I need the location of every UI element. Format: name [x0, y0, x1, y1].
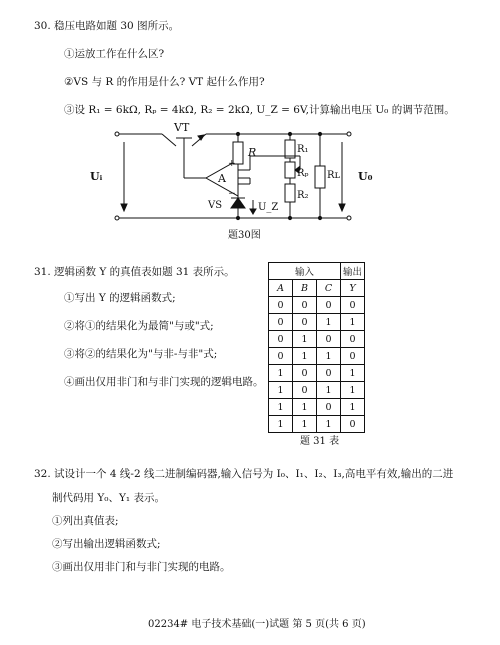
table-cell: 0	[317, 331, 341, 348]
table-cell: 1	[293, 348, 317, 365]
q31-title: 31. 逻辑函数 Y 的真值表如题 31 表所示。	[34, 266, 235, 278]
q30-caption: 题30图	[228, 230, 261, 241]
table-cell: 1	[269, 365, 293, 382]
table-row	[269, 297, 365, 314]
table-row	[269, 416, 365, 433]
q30-circuit-diagram	[0, 118, 500, 238]
truth-table	[268, 262, 365, 433]
r1-label: R₁	[297, 144, 309, 155]
table-cell: 0	[317, 399, 341, 416]
table-cell: 1	[269, 416, 293, 433]
table-cell: 0	[317, 297, 341, 314]
table-cell: 0	[269, 297, 293, 314]
q32-item-2: ②写出输出逻辑函数式;	[52, 538, 161, 550]
q30-item-2: ②VS 与 R 的作用是什么? VT 起什么作用?	[64, 76, 265, 88]
table-cell: 0	[293, 297, 317, 314]
amp-plus: +	[228, 159, 236, 169]
table-row	[269, 314, 365, 331]
table-cell: 0	[293, 314, 317, 331]
table-cell: 0	[341, 416, 365, 433]
r-label: R	[248, 146, 257, 159]
table-cell: 1	[293, 399, 317, 416]
page-footer: 02234# 电子技术基础(一)试题 第 5 页(共 6 页)	[148, 619, 366, 630]
table-row	[269, 365, 365, 382]
table-cell: 0	[317, 365, 341, 382]
table-cell: 0	[341, 331, 365, 348]
table-cell: 0	[269, 348, 293, 365]
table-header-a: A	[269, 280, 293, 297]
table-cell: 0	[293, 365, 317, 382]
table-cell: 1	[317, 348, 341, 365]
table-cell: 1	[341, 382, 365, 399]
q30-item-1: ①运放工作在什么区?	[64, 48, 165, 60]
table-header-c: C	[317, 280, 341, 297]
table-cell: 1	[293, 331, 317, 348]
amp-minus: −	[228, 189, 236, 199]
table-cell: 0	[269, 331, 293, 348]
table-cell: 1	[293, 416, 317, 433]
q32-title-line2: 制代码用 Y₀、Y₁ 表示。	[52, 492, 165, 504]
uo-label: U₀	[358, 170, 373, 183]
table-row	[269, 382, 365, 399]
rp-label: Rₚ	[297, 168, 309, 179]
table-row	[269, 399, 365, 416]
table-cell: 0	[341, 297, 365, 314]
table-cell: 1	[317, 416, 341, 433]
q32-title-line1: 32. 试设计一个 4 线-2 线二进制编码器,输入信号为 I₀、I₁、I₂、I₃,高电平有效,输出的二进	[34, 468, 454, 480]
q31-caption: 题 31 表	[300, 436, 340, 447]
table-cell: 1	[317, 314, 341, 331]
table-cell: 1	[341, 365, 365, 382]
table-header-y: Y	[341, 280, 365, 297]
q30-item-3: ③设 R₁ = 6kΩ, Rₚ = 4kΩ, R₂ = 2kΩ, U_Z = 6V,计算输出电压 U₀ 的调节范围。	[64, 104, 455, 116]
table-row	[269, 331, 365, 348]
vt-label: VT	[174, 121, 190, 134]
table-cell: 1	[317, 382, 341, 399]
uz-label: U_Z	[258, 202, 279, 213]
ui-label: Uᵢ	[90, 170, 103, 183]
table-row	[269, 348, 365, 365]
q30-title: 30. 稳压电路如题 30 图所示。	[34, 20, 180, 32]
table-cell: 1	[269, 399, 293, 416]
q31-item-4: ④画出仅用非门和与非门实现的逻辑电路。	[64, 376, 264, 388]
table-cell: 0	[269, 314, 293, 331]
table-cell: 1	[341, 399, 365, 416]
amp-label: A	[218, 172, 226, 185]
table-cell: 1	[341, 314, 365, 331]
rl-label: Rʟ	[327, 170, 340, 181]
table-cell: 1	[269, 382, 293, 399]
table-cell: 0	[341, 348, 365, 365]
table-group-input: 输入	[269, 263, 341, 280]
q31-item-1: ①写出 Y 的逻辑函数式;	[64, 292, 176, 304]
table-cell: 0	[293, 382, 317, 399]
table-group-output: 输出	[341, 263, 365, 280]
q32-item-3: ③画出仅用非门和与非门实现的电路。	[52, 561, 231, 573]
q32-item-1: ①列出真值表;	[52, 515, 119, 527]
q31-item-2: ②将①的结果化为最简"与或"式;	[64, 320, 214, 332]
r2-label: R₂	[297, 190, 309, 201]
table-header-b: B	[293, 280, 317, 297]
q31-item-3: ③将②的结果化为"与非-与非"式;	[64, 348, 218, 360]
vs-label: VS	[208, 200, 223, 211]
